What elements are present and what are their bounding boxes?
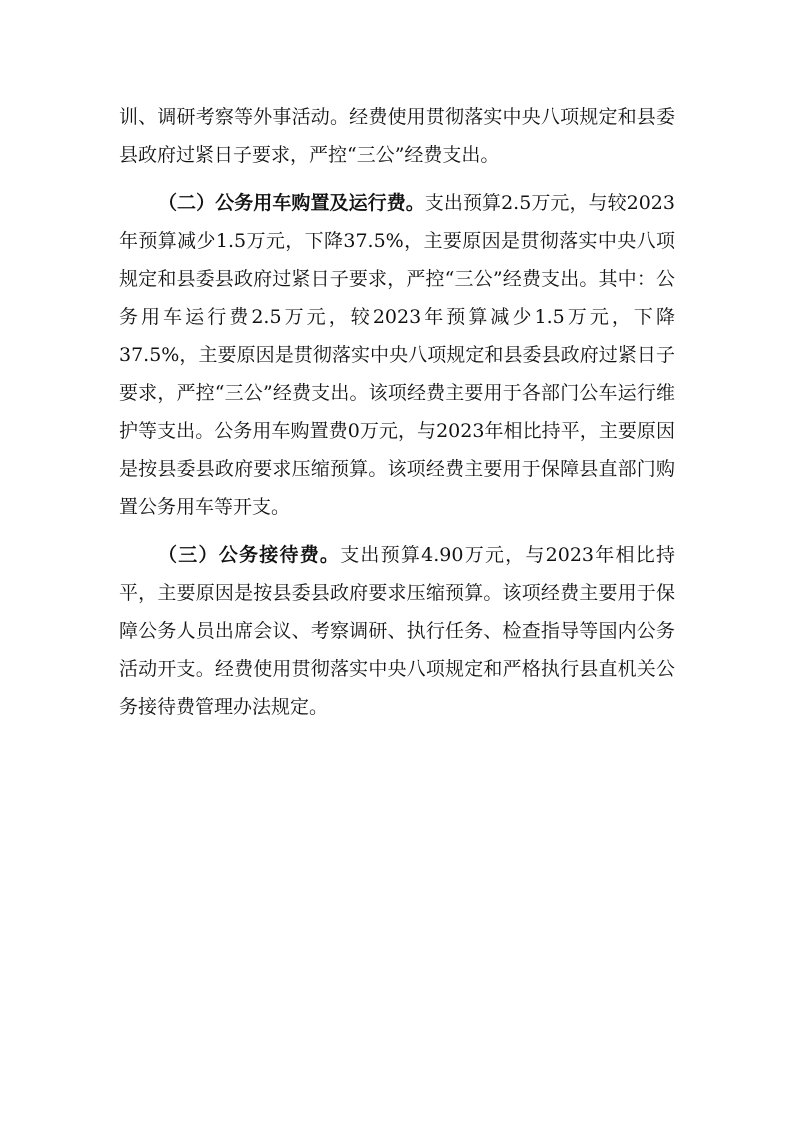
paragraph-text: 支出预算4.90万元，与2023年相比持平，主要原因是按县委县政府要求压缩预算。该项经费主要用于保障公务人员出席会议、考察调研、执行任务、检查指导等国内公务活动开支。经费使用贯彻落实中央八项规定和严格执行县直机关公务接待费管理办法规定。 [119, 544, 675, 718]
paragraph-text: 支出预算2.5万元，与较2023年预算减少1.5万元，下降37.5%，主要原因是贯彻落实中央八项规定和县委县政府过紧日子要求，严控“三公”经费支出。其中：公务用车运行费2.5万元，较2023年预算减少1.5万元，下降37.5%，主要原因是贯彻落实中央八项规定和县委县政府过紧日子要求，严控“三公”经费支出。该项经费主要用于各部门公车运行维护等支出。公务用车购置费0万元，与2023年相比持平，主要原因是按县委县政府要求压缩预算。该项经费主要用于保障县直部门购置公务用车等开支。 [119, 192, 675, 518]
section-heading-vehicle: （二）公务用车购置及运行费。 [158, 192, 425, 214]
paragraph-continued [119, 98, 675, 174]
section-heading-reception: （三）公务接待费。 [158, 544, 341, 566]
paragraph-vehicle-expenses [119, 184, 675, 526]
paragraph-reception-expenses [119, 536, 675, 726]
paragraph-text: 训、调研考察等外事活动。经费使用贯彻落实中央八项规定和县委县政府过紧日子要求，严控“三公”经费支出。 [119, 106, 675, 166]
document-body [119, 98, 675, 726]
